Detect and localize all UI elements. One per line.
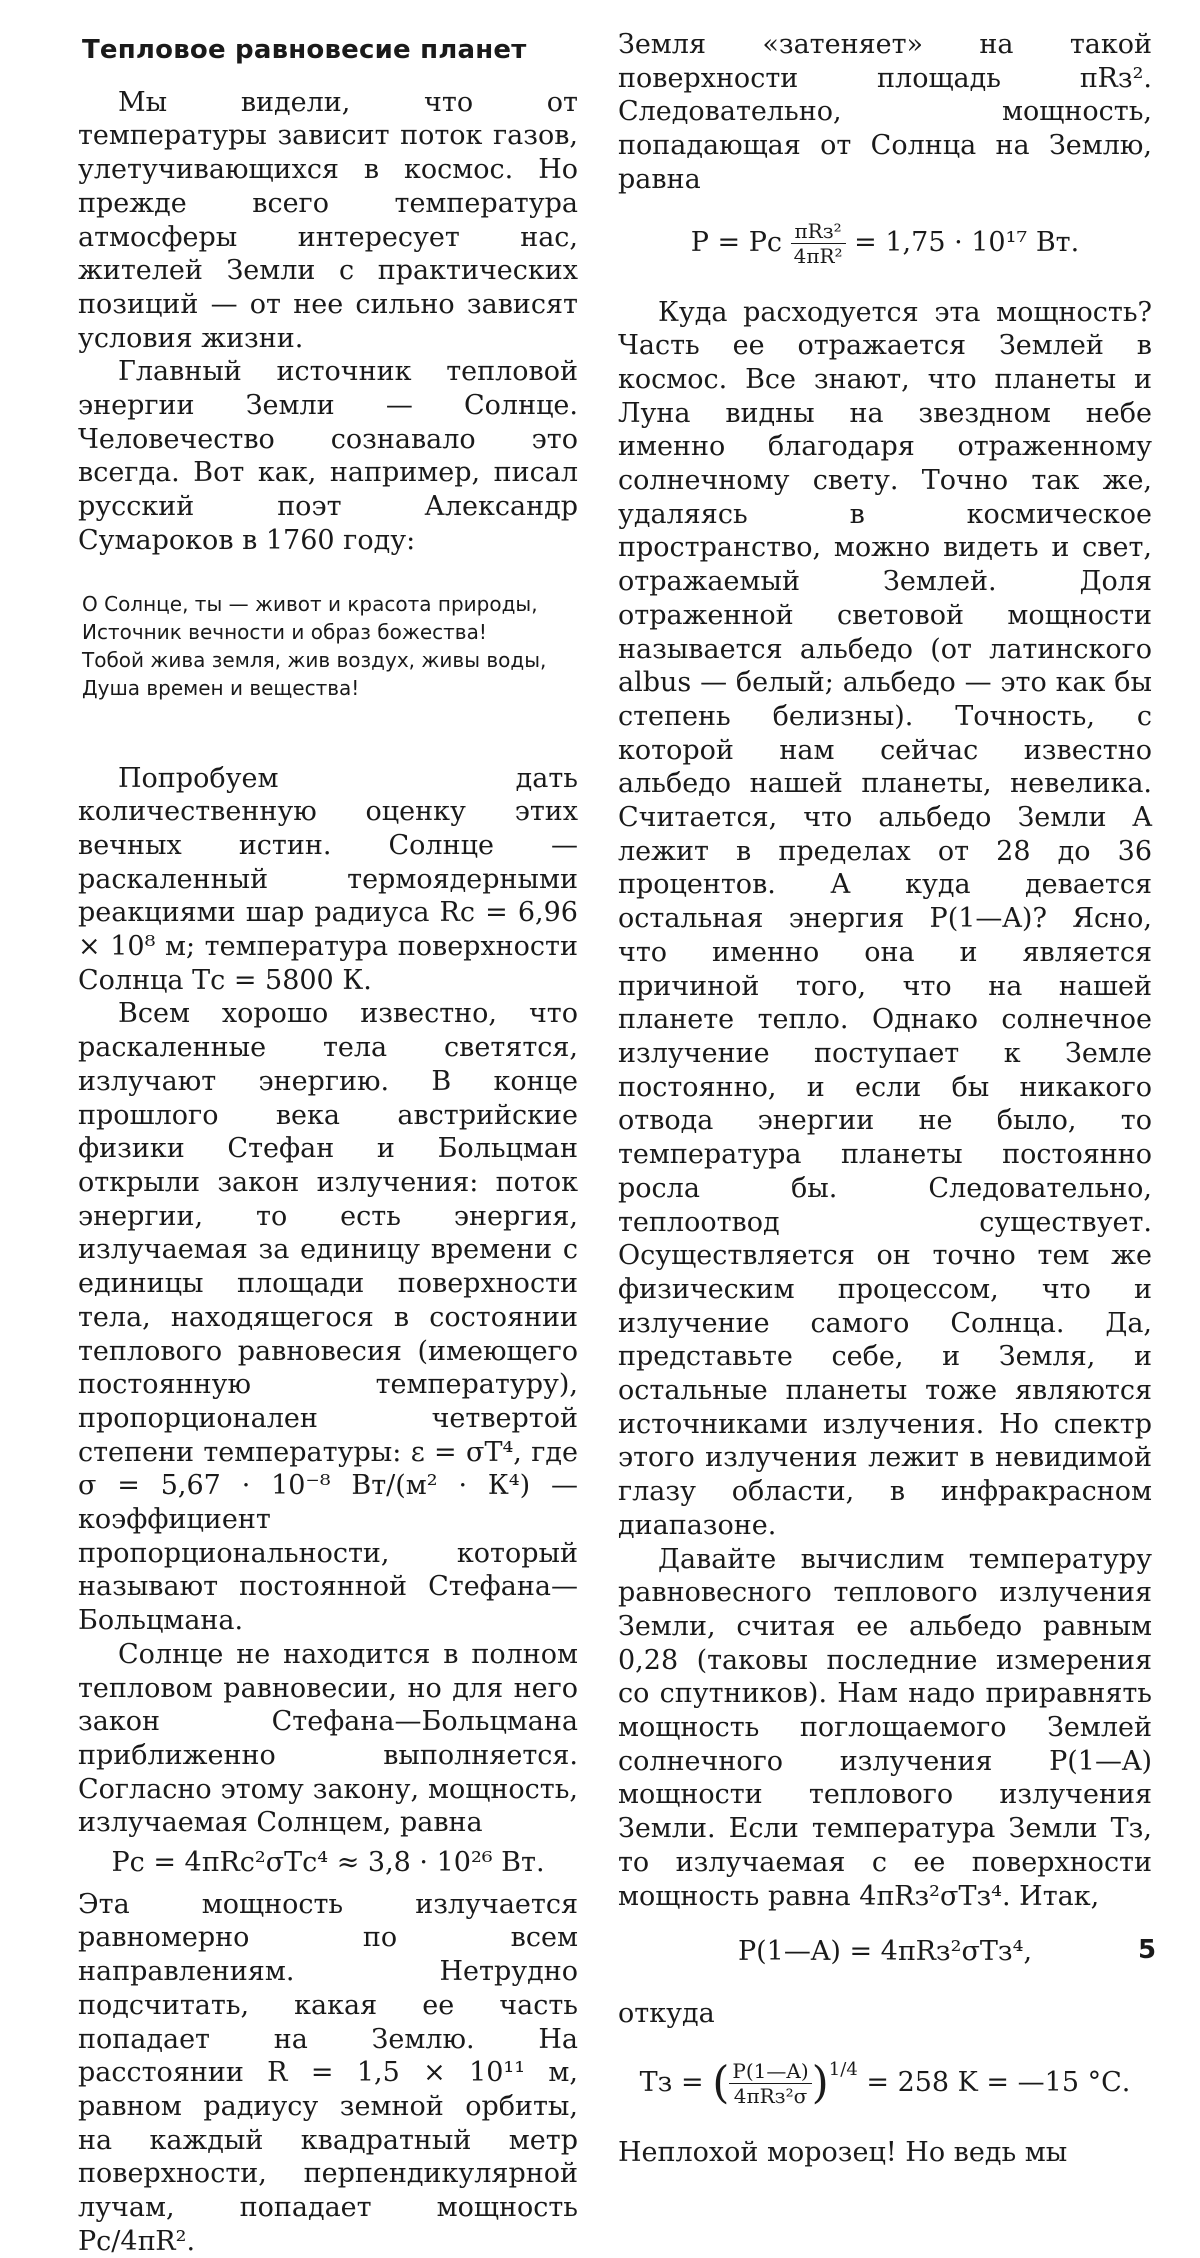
formula-fraction	[729, 2059, 811, 2108]
poem-quote	[82, 590, 578, 702]
formula-lhs: P = Pс	[690, 226, 783, 258]
fraction-numerator: P(1—A)	[729, 2059, 811, 2084]
fraction-numerator: πRз²	[791, 219, 846, 244]
formula-temperature	[618, 2053, 1152, 2108]
formula-rhs: = 1,75 · 10¹⁷ Вт.	[854, 226, 1080, 258]
open-paren-glyph: (	[712, 2057, 730, 2109]
poem-line: О Солнце, ты — живот и красота природы,	[82, 591, 538, 616]
paragraph: Давайте вычислим температуру равновесного теплового излучения Земли, считая ее альбедо равным 0,28 (таковы последние измерения со спутников). Нам надо приравнять мощность поглощаемого Землей солнечного излучения P(1—A) мощности теплового излучения Земли. Если температура Земли Tз, то излучаемая с ее поверхности мощность равна 4πRз²σTз⁴. Итак,	[618, 1543, 1152, 1912]
poem-line: Тобой жива земля, жив воздух, живы воды,	[82, 647, 547, 672]
left-column	[78, 28, 578, 2258]
paragraph: откуда	[618, 1997, 715, 2029]
fraction-denominator: 4πRз²σ	[733, 2083, 808, 2108]
fraction-denominator: 4πR²	[793, 243, 843, 268]
formula-solar-power: Pс = 4πRс²σTс⁴ ≈ 3,8 · 10²⁶ Вт.	[111, 1847, 545, 1879]
formula-lhs: Tз =	[639, 2066, 704, 2098]
formula-earth-power	[618, 219, 1152, 268]
page-number: 5	[1138, 1935, 1157, 1965]
paragraph: Куда расходуется эта мощность? Часть ее отражается Землей в космос. Все знают, что планеты и Луна видны на звездном небе именно благодаря отраженному солнечному свету. Точно так же, удаляясь в космическое пространство, можно видеть и свет, отражаемый Землей. Доля отраженной световой мощности называется альбедо (от латинского albus — белый; альбедо — это как бы степень белизны). Точность, с которой нам сейчас известно альбедо нашей планеты, невелика. Считается, что альбедо Земли A лежит в пределах от 28 до 36 процентов. А куда девается остальная энергия P(1—A)? Ясно, что именно она и является причиной того, что на нашей планете тепло. Однако солнечное излучение поступает к Земле постоянно, и если бы никакого отвода энергии не было, то температура планеты постоянно росла бы. Следовательно, теплоотвод существует. Осуществляется он точно тем же физическим процессом, что и излучение самого Солнца. Да, представьте себе, и Земля, и остальные планеты тоже являются источниками излучения. Но спектр этого излучения лежит в невидимой глазу области, в инфракрасном диапазоне.	[618, 296, 1152, 1541]
formula-balance: P(1—A) = 4πRз²σTз⁴,	[737, 1936, 1033, 1968]
paragraph: Мы видели, что от температуры зависит поток газов, улетучивающихся в космос. Но прежде всего температура атмосферы интересует нас, жителей Земли с практических позиций — от нее сильно зависят условия жизни.	[78, 86, 578, 354]
paragraph: Главный источник тепловой энергии Земли — Солнце. Человечество сознавало это всегда. Вот как, например, писал русский поэт Александр Сумароков в 1760 году:	[78, 356, 578, 556]
poem-line: Источник вечности и образ божества!	[82, 619, 487, 644]
section-title: Тепловое равновесие планет	[82, 35, 527, 65]
poem-line: Душа времен и вещества!	[82, 675, 360, 700]
formula-fraction	[791, 219, 846, 268]
paragraph: Солнце не находится в полном тепловом равновесии, но для него закон Стефана—Больцмана приближенно выполняется. Согласно этому закону, мощность, излучаемая Солнцем, равна	[78, 1638, 578, 1839]
paragraph: Попробуем дать количественную оценку этих вечных истин. Солнце — раскаленный термоядерными реакциями шар радиуса Rс = 6,96 × 10⁸ м; температура поверхности Солнца Tс = 5800 К.	[78, 762, 578, 996]
paragraph: Всем хорошо известно, что раскаленные тела светятся, излучают энергию. В конце прошлого века австрийские физики Стефан и Больцман открыли закон излучения: поток энергии, то есть энергия, излучаемая за единицу времени с единицы площади поверхности тела, находящегося в состоянии теплового равновесия (имеющего постоянную температуру), пропорционален четвертой степени температуры: ε = σT⁴, где σ = 5,67 · 10⁻⁸ Вт/(м² · К⁴) — коэффициент пропорциональности, который называют постоянной Стефана—Больцмана.	[78, 998, 578, 1637]
right-column	[618, 28, 1152, 2169]
close-paren-glyph: )	[811, 2057, 829, 2109]
paragraph: Неплохой морозец! Но ведь мы	[618, 2136, 1068, 2168]
paragraph: Эта мощность излучается равномерно по всем направлениям. Нетрудно подсчитать, какая ее часть попадает на Землю. На расстоянии R = 1,5 × 10¹¹ м, равном радиусу земной орбиты, на каждый квадратный метр поверхности, перпендикулярной лучам, попадает мощность Pс/4πR².	[78, 1888, 578, 2257]
paragraph: Земля «затеняет» на такой поверхности площадь πRз². Следовательно, мощность, попадающая от Солнца на Землю, равна	[618, 29, 1152, 195]
formula-rhs: = 258 K = —15 °С.	[866, 2066, 1131, 2098]
formula-exponent: 1/4	[828, 2058, 858, 2080]
